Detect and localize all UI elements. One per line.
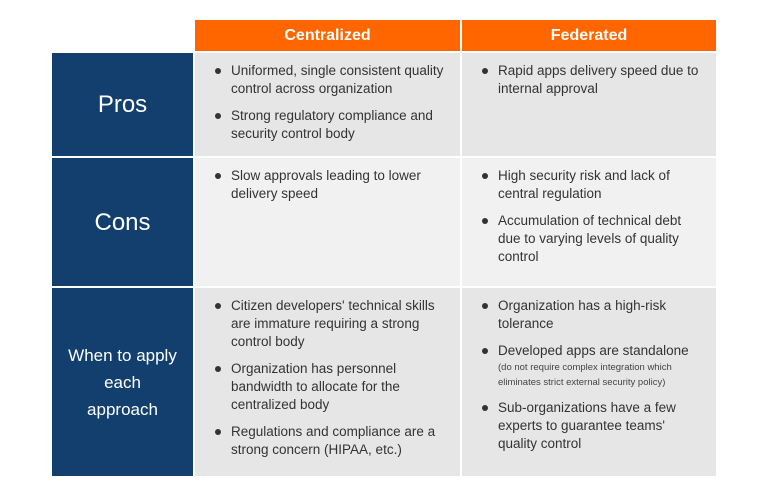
list-item	[480, 167, 704, 203]
bullet-icon	[482, 68, 488, 74]
list-item	[213, 167, 448, 203]
item-text: High security risk and lack of central regulation	[498, 168, 670, 201]
item-text: Rapid apps delivery speed due to internal approval	[498, 63, 699, 96]
list-item	[213, 297, 448, 351]
bullet-icon	[215, 366, 221, 372]
item-text: Sub-organizations have a few experts to guarantee teams' quality control	[498, 400, 676, 451]
column-header-centralized: Centralized	[195, 20, 460, 51]
cell-when-federated	[462, 288, 716, 476]
list-item	[480, 297, 704, 333]
item-text: Citizen developers' technical skills are immature requiring a strong control body	[231, 298, 435, 349]
row-header-label: When to apply each approach	[68, 345, 177, 419]
cell-pros-centralized	[195, 53, 460, 156]
list-item	[213, 62, 448, 98]
bullet-icon	[482, 303, 488, 309]
cell-pros-federated	[462, 53, 716, 156]
item-text: Organization has a high-risk tolerance	[498, 298, 667, 331]
row-header-pros: Pros	[52, 53, 193, 156]
bullet-icon	[215, 429, 221, 435]
item-text: Regulations and compliance are a strong concern (HIPAA, etc.)	[231, 424, 436, 457]
bullet-icon	[215, 113, 221, 119]
item-text: Uniformed, single consistent quality control across organization	[231, 63, 444, 96]
bullet-icon	[482, 173, 488, 179]
row-header-cons: Cons	[52, 158, 193, 286]
list-item	[213, 360, 448, 414]
bullet-icon	[215, 303, 221, 309]
cell-cons-centralized	[195, 158, 460, 286]
bullet-icon	[215, 68, 221, 74]
bullet-icon	[482, 348, 488, 354]
item-text: Accumulation of technical debt due to varying levels of quality control	[498, 213, 682, 264]
corner-blank	[52, 20, 193, 51]
item-text: Organization has personnel bandwidth to allocate for the centralized body	[231, 361, 400, 412]
item-text: Slow approvals leading to lower delivery speed	[231, 168, 421, 201]
item-text: Strong regulatory compliance and security control body	[231, 108, 433, 141]
list-item	[213, 107, 448, 143]
bullet-icon	[215, 173, 221, 179]
cell-when-centralized	[195, 288, 460, 476]
column-header-federated: Federated	[462, 20, 716, 51]
list-item	[480, 212, 704, 266]
list-item	[480, 399, 704, 453]
list-item	[213, 423, 448, 459]
list-item	[480, 342, 704, 390]
comparison-table	[52, 20, 716, 476]
cell-cons-federated	[462, 158, 716, 286]
bullet-icon	[482, 405, 488, 411]
row-header-when-to-apply	[52, 288, 193, 476]
bullet-icon	[482, 218, 488, 224]
item-note: (do not require complex integration which eliminates strict external security policy)	[498, 362, 672, 388]
list-item	[480, 62, 704, 98]
item-text: Developed apps are standalone	[498, 343, 689, 358]
